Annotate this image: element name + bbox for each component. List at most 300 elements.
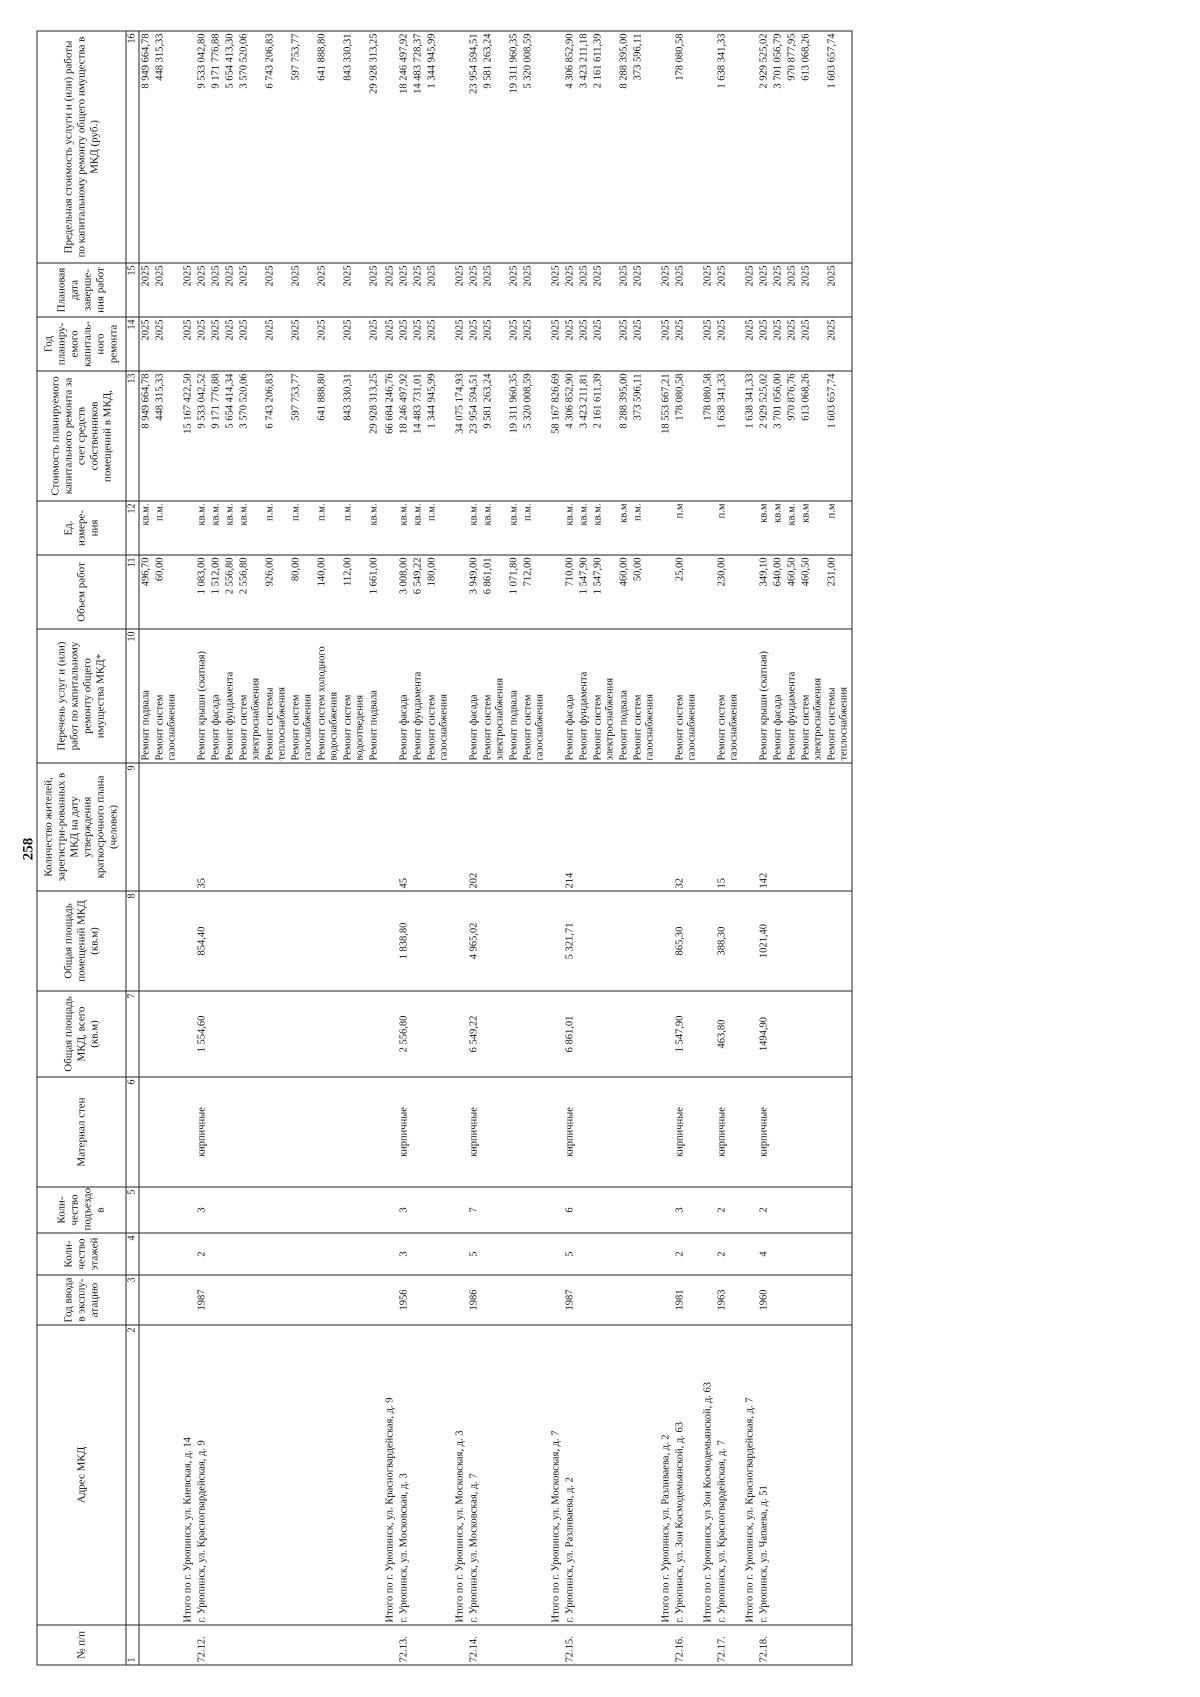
cell-area-rooms: 388,30 bbox=[715, 891, 741, 991]
cell-built bbox=[367, 1275, 381, 1325]
cell-address bbox=[237, 1325, 263, 1625]
cell-num bbox=[341, 1625, 367, 1665]
cell-num: 72.18. bbox=[757, 1625, 771, 1665]
cell-cost: 14 483 731,01 bbox=[411, 371, 425, 501]
cell-volume: 1 083,00 bbox=[195, 555, 209, 629]
cell-volume: 1 547,90 bbox=[577, 555, 591, 629]
cell-work: Ремонт крыши (скатная) bbox=[757, 629, 771, 763]
cell-area-total bbox=[481, 991, 507, 1077]
column-header: Объем работ bbox=[37, 555, 126, 629]
cell-year: 2025 bbox=[591, 317, 617, 371]
cell-floors: 5 bbox=[563, 1233, 577, 1275]
cell-volume: 460,50 bbox=[785, 555, 799, 629]
cell-year: 2025 bbox=[673, 317, 699, 371]
cell-built bbox=[153, 1275, 179, 1325]
cell-material bbox=[799, 1077, 825, 1187]
cell-material bbox=[425, 1077, 451, 1187]
cell-residents bbox=[577, 763, 591, 891]
cell-area-total bbox=[785, 991, 799, 1077]
work-row bbox=[223, 31, 237, 1665]
cell-year: 2025 bbox=[153, 317, 179, 371]
cell-limit bbox=[381, 31, 397, 263]
cell-material bbox=[341, 1077, 367, 1187]
cell-residents bbox=[631, 763, 657, 891]
cell-area-total bbox=[577, 991, 591, 1077]
cell-address bbox=[617, 1325, 631, 1625]
cell-volume: 2 556,80 bbox=[223, 555, 237, 629]
cell-area-rooms bbox=[741, 891, 757, 991]
cell-built bbox=[237, 1275, 263, 1325]
work-row bbox=[631, 31, 657, 1665]
work-row bbox=[139, 31, 154, 1665]
work-row bbox=[771, 31, 785, 1665]
cell-work bbox=[741, 629, 757, 763]
cell-entrances bbox=[785, 1187, 799, 1233]
cell-num: 72.16. bbox=[673, 1625, 699, 1665]
cell-unit: п.м. bbox=[425, 501, 451, 555]
cell-year: 2025 bbox=[397, 317, 411, 371]
cell-address bbox=[209, 1325, 223, 1625]
cell-material bbox=[451, 1077, 467, 1187]
cell-year: 2025 bbox=[741, 317, 757, 371]
cell-address bbox=[771, 1325, 785, 1625]
cell-volume: 6 861,01 bbox=[481, 555, 507, 629]
cell-unit: п.м. bbox=[263, 501, 289, 555]
column-header: Предельная стоимость услуги и (или) работы по капитальному ремонту общего имущества в МКД (руб.) bbox=[37, 31, 126, 263]
cell-date: 2025 bbox=[521, 263, 547, 317]
cell-entrances bbox=[263, 1187, 289, 1233]
work-row bbox=[289, 31, 315, 1665]
cell-built bbox=[289, 1275, 315, 1325]
cell-address bbox=[591, 1325, 617, 1625]
cell-work: Ремонт систем газоснабжения bbox=[631, 629, 657, 763]
cell-address bbox=[425, 1325, 451, 1625]
cell-cost: 6 743 206,83 bbox=[263, 371, 289, 501]
cell-cost: 9 171 776,88 bbox=[209, 371, 223, 501]
cell-residents bbox=[799, 763, 825, 891]
cell-limit: 1 603 657,74 bbox=[825, 31, 852, 263]
cell-floors bbox=[153, 1233, 179, 1275]
work-row bbox=[411, 31, 425, 1665]
cell-built: 1987 bbox=[563, 1275, 577, 1325]
total-row bbox=[657, 31, 673, 1665]
total-row bbox=[179, 31, 195, 1665]
cell-date: 2025 bbox=[631, 263, 657, 317]
cell-address: Итого по г. Урюпинск, ул Зои Космодемьянской, д. 63 bbox=[699, 1325, 715, 1625]
cell-built bbox=[139, 1275, 154, 1325]
cell-material bbox=[617, 1077, 631, 1187]
cell-date: 2025 bbox=[715, 263, 741, 317]
cell-residents bbox=[617, 763, 631, 891]
cell-residents bbox=[425, 763, 451, 891]
cell-material bbox=[315, 1077, 341, 1187]
cell-volume: 50,00 bbox=[631, 555, 657, 629]
cell-num bbox=[367, 1625, 381, 1665]
cell-entrances bbox=[507, 1187, 521, 1233]
cell-built bbox=[315, 1275, 341, 1325]
cell-num bbox=[617, 1625, 631, 1665]
cell-limit: 19 311 960,35 bbox=[507, 31, 521, 263]
cell-built: 1956 bbox=[397, 1275, 411, 1325]
cell-year: 2025 bbox=[381, 317, 397, 371]
cell-year: 2025 bbox=[507, 317, 521, 371]
cell-unit: кв.м. bbox=[237, 501, 263, 555]
cell-floors: 4 bbox=[757, 1233, 771, 1275]
cell-area-total bbox=[547, 991, 563, 1077]
cell-unit: кв.м. bbox=[195, 501, 209, 555]
cell-area-rooms bbox=[631, 891, 657, 991]
cell-limit bbox=[741, 31, 757, 263]
cell-volume: 1 071,80 bbox=[507, 555, 521, 629]
cell-entrances: 3 bbox=[397, 1187, 411, 1233]
cell-num bbox=[521, 1625, 547, 1665]
cell-cost: 2 929 525,02 bbox=[757, 371, 771, 501]
cell-date: 2025 bbox=[209, 263, 223, 317]
cell-residents bbox=[521, 763, 547, 891]
cell-address bbox=[153, 1325, 179, 1625]
cell-floors bbox=[825, 1233, 852, 1275]
cell-area-rooms bbox=[481, 891, 507, 991]
cell-volume bbox=[699, 555, 715, 629]
cell-address bbox=[367, 1325, 381, 1625]
cell-volume: 60,00 bbox=[153, 555, 179, 629]
cell-residents bbox=[367, 763, 381, 891]
cell-entrances bbox=[223, 1187, 237, 1233]
cell-area-rooms bbox=[223, 891, 237, 991]
cell-work: Ремонт систем электроснабжения bbox=[481, 629, 507, 763]
cell-volume: 1 661,00 bbox=[367, 555, 381, 629]
cell-entrances: 3 bbox=[673, 1187, 699, 1233]
cell-entrances bbox=[315, 1187, 341, 1233]
work-row bbox=[799, 31, 825, 1665]
work-row bbox=[263, 31, 289, 1665]
cell-num bbox=[139, 1625, 154, 1665]
column-header: Перечень услуг и (или) работ по капитальному ремонту общего имущества МКД* bbox=[37, 629, 126, 763]
work-row bbox=[315, 31, 341, 1665]
cell-floors bbox=[521, 1233, 547, 1275]
cell-residents: 15 bbox=[715, 763, 741, 891]
cell-area-total bbox=[507, 991, 521, 1077]
cell-floors bbox=[341, 1233, 367, 1275]
cell-num bbox=[209, 1625, 223, 1665]
cell-material bbox=[521, 1077, 547, 1187]
cell-built bbox=[591, 1275, 617, 1325]
column-index: 15 bbox=[126, 263, 139, 317]
cell-address: г. Урюпинск, ул. Московская, д. 7 bbox=[467, 1325, 481, 1625]
cell-area-rooms bbox=[577, 891, 591, 991]
cell-num bbox=[785, 1625, 799, 1665]
cell-cost: 641 888,80 bbox=[315, 371, 341, 501]
cell-residents: 214 bbox=[563, 763, 577, 891]
cell-built bbox=[741, 1275, 757, 1325]
cell-volume: 231,00 bbox=[825, 555, 852, 629]
cell-volume: 1 547,90 bbox=[591, 555, 617, 629]
cell-entrances: 2 bbox=[757, 1187, 771, 1233]
cell-area-rooms: 1 838,80 bbox=[397, 891, 411, 991]
cell-entrances bbox=[631, 1187, 657, 1233]
work-row bbox=[617, 31, 631, 1665]
cell-date: 2025 bbox=[237, 263, 263, 317]
cell-built bbox=[179, 1275, 195, 1325]
cell-area-rooms bbox=[289, 891, 315, 991]
cell-floors bbox=[367, 1233, 381, 1275]
cell-area-total bbox=[631, 991, 657, 1077]
cell-year: 2025 bbox=[467, 317, 481, 371]
cell-date: 2025 bbox=[825, 263, 852, 317]
cell-unit bbox=[741, 501, 757, 555]
cell-unit: п.м. bbox=[631, 501, 657, 555]
cell-volume: 3 008,00 bbox=[397, 555, 411, 629]
cell-limit: 448 315,33 bbox=[153, 31, 179, 263]
cell-residents bbox=[381, 763, 397, 891]
cell-num: 72.17. bbox=[715, 1625, 741, 1665]
cell-built bbox=[451, 1275, 467, 1325]
cell-unit: п.м. bbox=[315, 501, 341, 555]
cell-area-total bbox=[591, 991, 617, 1077]
work-row bbox=[825, 31, 852, 1665]
cell-num: 72.13. bbox=[397, 1625, 411, 1665]
cell-area-total bbox=[657, 991, 673, 1077]
cell-year: 2025 bbox=[451, 317, 467, 371]
cell-material bbox=[153, 1077, 179, 1187]
cell-residents bbox=[547, 763, 563, 891]
cell-entrances bbox=[411, 1187, 425, 1233]
cell-residents: 202 bbox=[467, 763, 481, 891]
cell-residents: 32 bbox=[673, 763, 699, 891]
cell-unit: кв.м bbox=[771, 501, 785, 555]
cell-entrances bbox=[771, 1187, 785, 1233]
cell-area-total: 1494,90 bbox=[757, 991, 771, 1077]
cell-entrances bbox=[237, 1187, 263, 1233]
column-index: 11 bbox=[126, 555, 139, 629]
cell-cost: 18 553 667,21 bbox=[657, 371, 673, 501]
cell-year: 2025 bbox=[757, 317, 771, 371]
column-header: Общая площадь МКД, всего (кв.м) bbox=[37, 991, 126, 1077]
cell-area-total bbox=[289, 991, 315, 1077]
cell-residents bbox=[741, 763, 757, 891]
cell-num bbox=[741, 1625, 757, 1665]
cell-unit: кв.м. bbox=[577, 501, 591, 555]
cell-floors bbox=[577, 1233, 591, 1275]
cell-area-total bbox=[237, 991, 263, 1077]
work-row bbox=[521, 31, 547, 1665]
cell-volume: 1 512,00 bbox=[209, 555, 223, 629]
cell-year: 2025 bbox=[263, 317, 289, 371]
cell-cost: 9 581 263,24 bbox=[481, 371, 507, 501]
cell-residents bbox=[771, 763, 785, 891]
cell-floors bbox=[699, 1233, 715, 1275]
cell-built bbox=[631, 1275, 657, 1325]
cell-year: 2025 bbox=[617, 317, 631, 371]
cell-volume: 6 549,22 bbox=[411, 555, 425, 629]
cell-date: 2025 bbox=[591, 263, 617, 317]
cell-year: 2025 bbox=[577, 317, 591, 371]
cell-cost: 3 570 520,06 bbox=[237, 371, 263, 501]
cell-entrances bbox=[451, 1187, 467, 1233]
cell-cost: 29 928 313,25 bbox=[367, 371, 381, 501]
cell-year: 2025 bbox=[341, 317, 367, 371]
cell-material bbox=[209, 1077, 223, 1187]
cell-unit: кв.м bbox=[757, 501, 771, 555]
cell-unit bbox=[657, 501, 673, 555]
cell-cost: 448 315,33 bbox=[153, 371, 179, 501]
cell-year: 2025 bbox=[657, 317, 673, 371]
cell-entrances bbox=[825, 1187, 852, 1233]
cell-date: 2025 bbox=[577, 263, 591, 317]
cell-num: 72.14. bbox=[467, 1625, 481, 1665]
house-row bbox=[715, 31, 741, 1665]
cell-unit bbox=[381, 501, 397, 555]
cell-area-rooms: 5 321,71 bbox=[563, 891, 577, 991]
cell-built: 1960 bbox=[757, 1275, 771, 1325]
cell-year: 2025 bbox=[547, 317, 563, 371]
cell-limit bbox=[657, 31, 673, 263]
cell-unit: кв.м. bbox=[139, 501, 154, 555]
cell-built bbox=[799, 1275, 825, 1325]
cell-built bbox=[699, 1275, 715, 1325]
cell-floors bbox=[741, 1233, 757, 1275]
cell-floors bbox=[481, 1233, 507, 1275]
cell-work: Ремонт систем электроснабжения bbox=[237, 629, 263, 763]
cell-limit: 6 743 206,83 bbox=[263, 31, 289, 263]
cell-work: Ремонт фундамента bbox=[785, 629, 799, 763]
cell-area-total bbox=[521, 991, 547, 1077]
cell-built bbox=[785, 1275, 799, 1325]
cell-address bbox=[263, 1325, 289, 1625]
cell-cost: 4 306 852,90 bbox=[563, 371, 577, 501]
cell-material bbox=[263, 1077, 289, 1187]
cell-residents bbox=[341, 763, 367, 891]
column-header: Коли-чество подъездо в bbox=[37, 1187, 126, 1233]
cell-num bbox=[451, 1625, 467, 1665]
cell-num bbox=[237, 1625, 263, 1665]
cell-date: 2025 bbox=[481, 263, 507, 317]
cell-built bbox=[263, 1275, 289, 1325]
cell-work: Ремонт систем газоснабжения bbox=[425, 629, 451, 763]
cell-area-rooms bbox=[799, 891, 825, 991]
cell-area-total bbox=[381, 991, 397, 1077]
cell-material bbox=[411, 1077, 425, 1187]
column-index: 3 bbox=[126, 1275, 139, 1325]
cell-area-total bbox=[741, 991, 757, 1077]
repair-plan-table bbox=[36, 30, 852, 1665]
cell-year: 2025 bbox=[223, 317, 237, 371]
work-row bbox=[209, 31, 223, 1665]
cell-unit: кв.м bbox=[617, 501, 631, 555]
cell-built bbox=[223, 1275, 237, 1325]
cell-area-rooms bbox=[237, 891, 263, 991]
cell-year: 2025 bbox=[771, 317, 785, 371]
cell-limit: 5 320 008,59 bbox=[521, 31, 547, 263]
cell-material: кирпичные bbox=[563, 1077, 577, 1187]
cell-floors bbox=[785, 1233, 799, 1275]
cell-cost: 1 638 341,33 bbox=[715, 371, 741, 501]
cell-work: Ремонт крыши (скатная) bbox=[195, 629, 209, 763]
cell-area-rooms: 4 965,02 bbox=[467, 891, 481, 991]
cell-floors: 2 bbox=[715, 1233, 741, 1275]
cell-material bbox=[577, 1077, 591, 1187]
work-row bbox=[481, 31, 507, 1665]
cell-work bbox=[547, 629, 563, 763]
column-header: Адрес МКД bbox=[37, 1325, 126, 1625]
cell-date: 2025 bbox=[289, 263, 315, 317]
cell-year: 2025 bbox=[785, 317, 799, 371]
cell-cost: 34 075 174,93 bbox=[451, 371, 467, 501]
cell-limit bbox=[547, 31, 563, 263]
total-row bbox=[547, 31, 563, 1665]
work-row bbox=[237, 31, 263, 1665]
cell-year: 2025 bbox=[411, 317, 425, 371]
cell-work: Ремонт подвала bbox=[139, 629, 154, 763]
cell-cost: 8 288 395,00 bbox=[617, 371, 631, 501]
cell-address bbox=[289, 1325, 315, 1625]
cell-area-total bbox=[799, 991, 825, 1077]
work-row bbox=[153, 31, 179, 1665]
cell-num bbox=[591, 1625, 617, 1665]
cell-cost: 66 684 246,76 bbox=[381, 371, 397, 501]
cell-cost: 5 320 008,59 bbox=[521, 371, 547, 501]
cell-unit bbox=[699, 501, 715, 555]
cell-address: Итого по г. Урюпинск, ул. Московская, д. 7 bbox=[547, 1325, 563, 1625]
house-row bbox=[673, 31, 699, 1665]
cell-material bbox=[179, 1077, 195, 1187]
cell-year: 2025 bbox=[315, 317, 341, 371]
cell-num bbox=[263, 1625, 289, 1665]
cell-cost: 5 654 414,34 bbox=[223, 371, 237, 501]
cell-limit: 970 877,95 bbox=[785, 31, 799, 263]
cell-area-total: 1 547,90 bbox=[673, 991, 699, 1077]
cell-year: 2025 bbox=[425, 317, 451, 371]
cell-area-total: 6 549,22 bbox=[467, 991, 481, 1077]
cell-date: 2025 bbox=[657, 263, 673, 317]
column-index: 7 bbox=[126, 991, 139, 1077]
cell-area-rooms: 854,40 bbox=[195, 891, 209, 991]
cell-limit: 9 581 263,24 bbox=[481, 31, 507, 263]
cell-unit: кв.м. bbox=[591, 501, 617, 555]
cell-area-total: 1 554,60 bbox=[195, 991, 209, 1077]
cell-built: 1986 bbox=[467, 1275, 481, 1325]
column-header: Год планиру-емого капиталь-ного ремонта bbox=[37, 317, 126, 371]
total-row bbox=[699, 31, 715, 1665]
cell-area-rooms bbox=[153, 891, 179, 991]
cell-address bbox=[341, 1325, 367, 1625]
cell-cost: 178 080,58 bbox=[699, 371, 715, 501]
cell-entrances bbox=[341, 1187, 367, 1233]
cell-work: Ремонт систем электроснабжения bbox=[591, 629, 617, 763]
cell-entrances bbox=[577, 1187, 591, 1233]
column-index: 2 bbox=[126, 1325, 139, 1625]
cell-residents bbox=[411, 763, 425, 891]
cell-material: кирпичные bbox=[757, 1077, 771, 1187]
total-row bbox=[451, 31, 467, 1665]
cell-built bbox=[209, 1275, 223, 1325]
cell-area-total bbox=[771, 991, 785, 1077]
cell-address: г. Урюпинск, ул. Красногвардейская, д. 9 bbox=[195, 1325, 209, 1625]
cell-year: 2025 bbox=[825, 317, 852, 371]
cell-built bbox=[507, 1275, 521, 1325]
cell-limit: 3 423 211,18 bbox=[577, 31, 591, 263]
column-index: 13 bbox=[126, 371, 139, 501]
cell-built bbox=[425, 1275, 451, 1325]
cell-date: 2025 bbox=[341, 263, 367, 317]
cell-area-rooms bbox=[139, 891, 154, 991]
cell-cost: 2 161 611,39 bbox=[591, 371, 617, 501]
cell-volume: 640,00 bbox=[771, 555, 785, 629]
cell-area-total: 6 861,01 bbox=[563, 991, 577, 1077]
cell-date: 2025 bbox=[771, 263, 785, 317]
cell-date: 2025 bbox=[741, 263, 757, 317]
cell-residents bbox=[657, 763, 673, 891]
